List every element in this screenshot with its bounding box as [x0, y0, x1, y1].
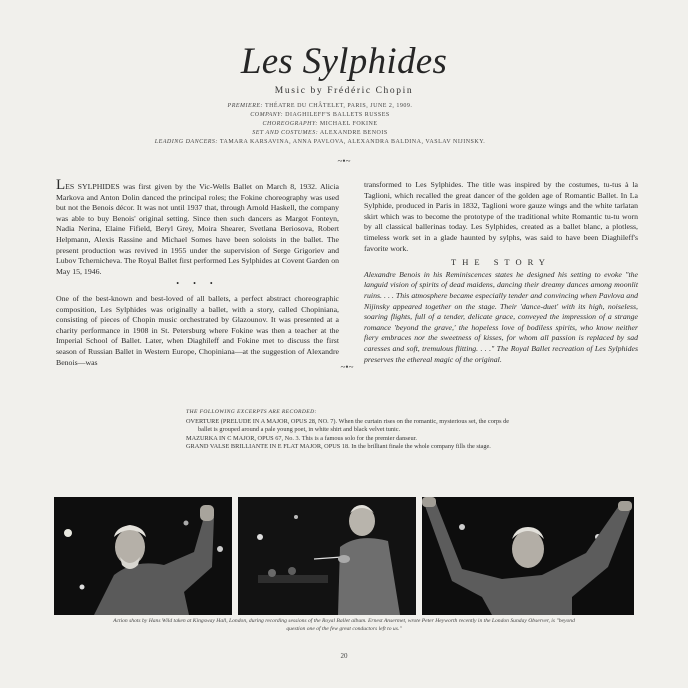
intro-paragraph: LES SYLPHIDES was first given by the Vic-Wells Ballet on March 8, 1932. Alicia Markova and Anton Dolin danced the principal roles; the Fokine choreography was used but not the Benois décor. It was not until 1937 that, through Arnold Haskell, the company was able to buy Benois' original setting. Since then such dancers as Margot Fonteyn, Nadia Nerina, Elaine Fifield, Beryl Grey, Moira Shearer, Svetlana Beriosova, Robert Helpmann, Alexis Rassine and Michael Somes have been soloists in the ballet. The present production was revived in 1955 under the supervision of Serge Grigoriev and Lubov Tchernicheva. The Royal Ballet first performed Les Sylphides at Covent Garden on May 15, 1946.: [56, 177, 339, 276]
excerpts-header: THE FOLLOWING EXCERPTS ARE RECORDED:: [186, 409, 317, 415]
ornament-divider: ~•~: [337, 156, 351, 166]
page-title: Les Sylphides: [240, 41, 448, 82]
credit-line: LEADING DANCERS: TAMARA KARSAVINA, ANNA PAVLOVA, ALEXANDRA BALDINA, VASLAV NIJINSKY.: [154, 139, 486, 145]
credit-line: COMPANY: DIAGHILEFF'S BALLETS RUSSES: [250, 112, 390, 118]
conductor-photo-2-image: [238, 497, 416, 615]
conductor-photo-2: [238, 497, 416, 615]
conductor-photo-1-image: [54, 497, 232, 615]
story-paragraph: Alexandre Benois in his Reminiscences states he designed his setting to evoke "the languid vision of spirits of dead maidens, dancing their dreamy dances among moonlit ruins. . . . This atmosphere became especially tender and convincing when Pavlova and Nijinsky appeared together on the stage. Their 'dance-duet' with its high, noiseless, soaring flights, full of a tender, delicate grace, conveyed the impression of a strange romance 'beyond the grave,' the hopeless love of bodiless spirits, who know neither fiery embraces nor the sweetness of kisses, for whom all passion is replaced by sad caresses and soft, tremulous flitting. . . ." The Royal Ballet recreation of Les Sylphides preserves the ethereal magic of the original.: [364, 269, 638, 364]
right-column: [364, 180, 638, 365]
credit-line: SET AND COSTUMES: ALEXANDRE BENOIS: [252, 130, 388, 136]
page-number: 20: [340, 652, 348, 660]
section-separator: • • •: [176, 279, 219, 289]
title-origin-paragraph: transformed to Les Sylphides. The title was inspired by the costumes, tu-tus à la Taglioni, which recalled the great dancer of the golden age of Romantic Ballet. In La Sylphide, produced in Paris in 1832, Taglioni wore gauze wings and the white tarlatan skirt which was to become the prototype of the traditional white Romantic tu-tu worn by all classical ballerinas today. Les Sylphides, created as a ballet blanc, a plotless, timeless work set in a glade haunted by sylphs, was said to have been Diaghileff's favorite work.: [364, 180, 638, 253]
conductor-photo-3: [422, 497, 634, 615]
ornament-divider-bottom: ~•~: [340, 362, 354, 372]
excerpts-list: [186, 408, 516, 452]
credit-line: PREMIERE: THÉATRE DU CHÂTELET, PARIS, JUNE 2, 1909.: [227, 103, 413, 109]
story-heading: THE STORY: [451, 257, 551, 268]
conductor-photo-3-image: [422, 497, 634, 615]
left-column: [56, 177, 339, 368]
excerpt-item: MAZURKA IN C MAJOR, OPUS 67, No. 3. This is a famous solo for the premier danseur.: [186, 434, 417, 442]
subtitle: Music by Frédéric Chopin: [274, 86, 414, 96]
credits-block: [100, 102, 540, 147]
conductor-photo-1: [54, 497, 232, 615]
photo-caption: Action shots by Hans Wild taken at Kingsway Hall, London, during recording sessions of the Royal Ballet album. Ernest Ansermet, wrote Peter Heyworth recently in the London Sunday Observer, is "beyond question one of the few great conductors left to us.": [113, 618, 575, 632]
credit-line: CHOREOGRAPHY: MICHAEL FOKINE: [262, 121, 378, 127]
history-paragraph: One of the best-known and best-loved of all ballets, a perfect abstract choreographic composition, Les Sylphides was originally a ballet, with a story, called Chopiniana, consisting of pieces of Chopin music orchestrated by Glazounov. It was presented at a charity performance in 1908 in St. Petersburg where Fokine was then a teacher at the Imperial School of Ballet. Later, when Diaghileff and Fokine met to discuss the first season of Russian Ballet in Western Europe, Chopiniana—at the suggestion of Alexandre Benois—was: [56, 293, 339, 367]
excerpt-item: OVERTURE (PRELUDE IN A MAJOR, OPUS 28, NO. 7). When the curtain rises on the romantic, mysterious set, the corps de ballet is grouped around a pale young poet, in white shirt and black velvet tunic.: [186, 417, 510, 434]
excerpt-item: GRAND VALSE BRILLIANTE IN E FLAT MAJOR, OPUS 18. In the brilliant finale the whole company fills the stage.: [186, 443, 491, 451]
